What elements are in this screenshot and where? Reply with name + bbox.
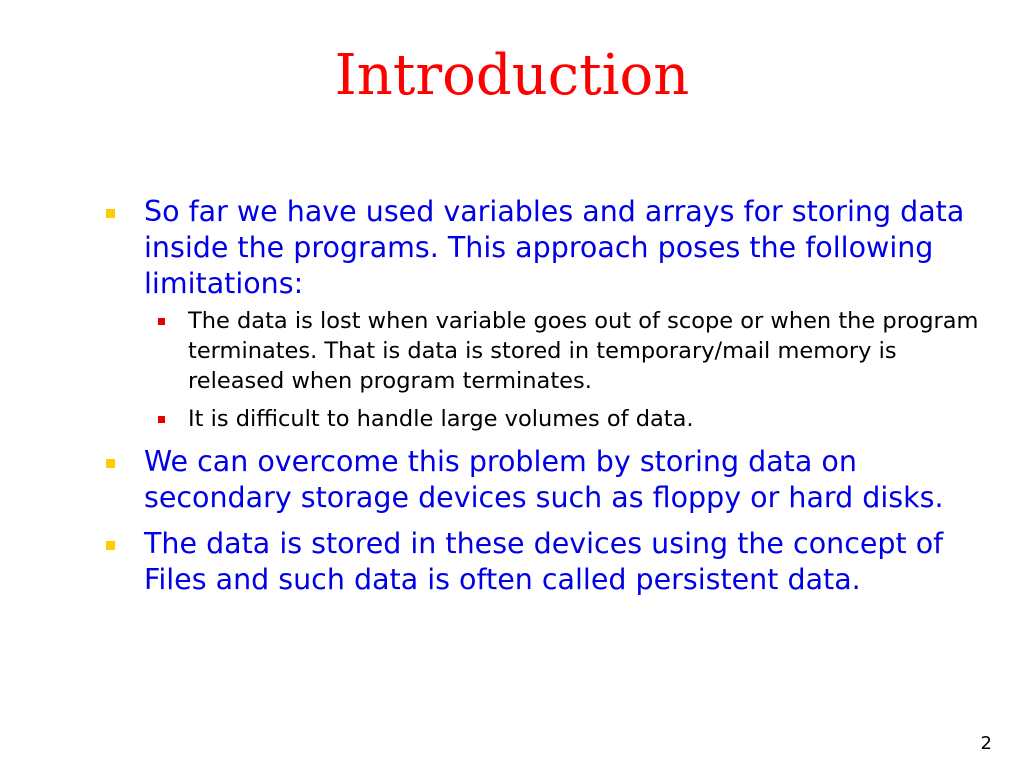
bullet-item	[104, 526, 994, 598]
bullet-item	[104, 444, 994, 516]
square-bullet-icon	[106, 209, 115, 218]
bullet-text: So far we have used variables and arrays for storing data inside the programs. This approach poses the following limitations:	[144, 195, 965, 300]
bullet-text: The data is stored in these devices using the concept of Files and such data is often called persistent data.	[144, 527, 944, 596]
sub-bullet-list	[144, 306, 994, 434]
square-bullet-icon	[158, 318, 165, 325]
bullet-item	[104, 194, 994, 434]
square-bullet-icon	[106, 459, 115, 468]
square-bullet-icon	[158, 416, 165, 423]
bullet-list	[104, 194, 994, 608]
slide-title: Introduction	[334, 43, 690, 108]
bullet-text: We can overcome this problem by storing data on secondary storage devices such as floppy or hard disks.	[144, 445, 944, 514]
sub-bullet-item	[144, 404, 994, 434]
sub-bullet-text: It is difficult to handle large volumes of data.	[188, 406, 694, 432]
sub-bullet-text: The data is lost when variable goes out of scope or when the program terminates. That is data is stored in temporary/mail memory is released when program terminates.	[188, 308, 979, 394]
sub-bullet-item	[144, 306, 994, 396]
square-bullet-icon	[106, 541, 115, 550]
page-number: 2	[980, 733, 992, 754]
